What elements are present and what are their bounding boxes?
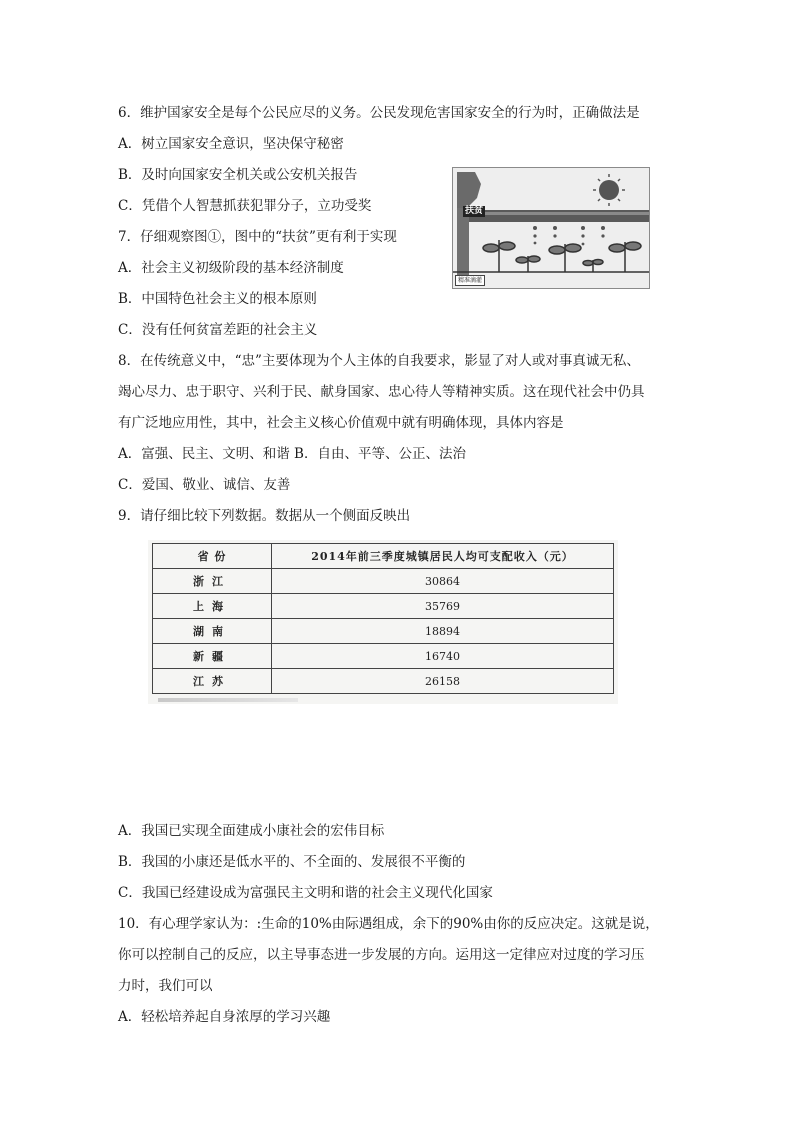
income-cell: 16740 [272,644,614,669]
question-8-stem-line-2: 竭心尽力、忠于职守、兴利于民、献身国家、忠心待人等精神实质。这在现代社会中仍具 [118,384,645,400]
table-row [153,619,614,644]
question-9-stem: 9．请仔细比较下列数据。数据从一个侧面反映出 [118,508,411,524]
income-cell: 18894 [272,619,614,644]
income-cell: 30864 [272,569,614,594]
question-7-stem: 7．仔细观察图①，图中的“扶贫”更有利于实现 [118,229,397,245]
question-9-option-a: A．我国已实现全面建成小康社会的宏伟目标 [118,823,385,839]
question-10-stem-line-1: 10．有心理学家认为：:生命的10%由际遇组成，余下的90%由你的反应决定。这就是说， [118,916,659,932]
question-8-option-ab: A．富强、民主、文明、和谐 B．自由、平等、公正、法治 [118,446,466,462]
question-10-stem-line-3: 力时，我们可以 [118,978,213,994]
table-row [153,594,614,619]
question-9-option-c: C．我国已经建设成为富强民主文明和谐的社会主义现代化国家 [118,885,493,901]
cartoon-caption-tag: 精准滴灌 [455,275,485,286]
table-row [153,669,614,694]
income-cell: 35769 [272,594,614,619]
province-cell: 上海 [153,594,272,619]
question-10-stem-line-2: 你可以控制自己的反应，以主导事态进一步发展的方向。运用这一定律应对过度的学习压 [118,947,645,963]
question-7-option-c: C．没有任何贫富差距的社会主义 [118,322,318,338]
header-province: 省 份 [153,544,272,569]
income-cell: 26158 [272,669,614,694]
header-income: 2014年前三季度城镇居民人均可支配收入（元） [272,544,614,569]
question-6-option-a: A．树立国家安全意识，坚决保守秘密 [118,136,344,152]
question-6-option-c: C．凭借个人智慧抓获犯罪分子，立功受奖 [118,198,372,214]
question-10-option-a: A．轻松培养起自身浓厚的学习兴趣 [118,1009,331,1025]
question-8-stem-line-1: 8．在传统意义中，“忠”主要体现为个人主体的自我要求，影显了对人或对事真诚无私、 [118,353,640,369]
question-6-stem: 6．维护国家安全是每个公民应尽的义务。公民发现危害国家安全的行为时，正确做法是 [118,105,640,121]
question-7-option-b: B．中国特色社会主义的根本原则 [118,291,317,307]
province-cell: 江苏 [153,669,272,694]
table-row [153,644,614,669]
income-table-image [148,540,618,704]
question-8-option-c: C．爱国、敬业、诚信、友善 [118,477,291,493]
question-6-option-b: B．及时向国家安全机关或公安机关报告 [118,167,358,183]
question-7-option-a: A．社会主义初级阶段的基本经济制度 [118,260,344,276]
province-cell: 新疆 [153,644,272,669]
pipe-label: 扶贫 [465,206,484,216]
question-8-stem-line-3: 有广泛地应用性，其中，社会主义核心价值观中就有明确体现，具体内容是 [118,415,564,431]
table-row [153,569,614,594]
scan-artifact [158,698,298,702]
income-table [152,543,614,694]
question-9-option-b: B．我国的小康还是低水平的、不全面的、发展很不平衡的 [118,854,466,870]
table-header-row [153,544,614,569]
poverty-aid-cartoon [452,167,650,289]
province-cell: 浙江 [153,569,272,594]
province-cell: 湖南 [153,619,272,644]
